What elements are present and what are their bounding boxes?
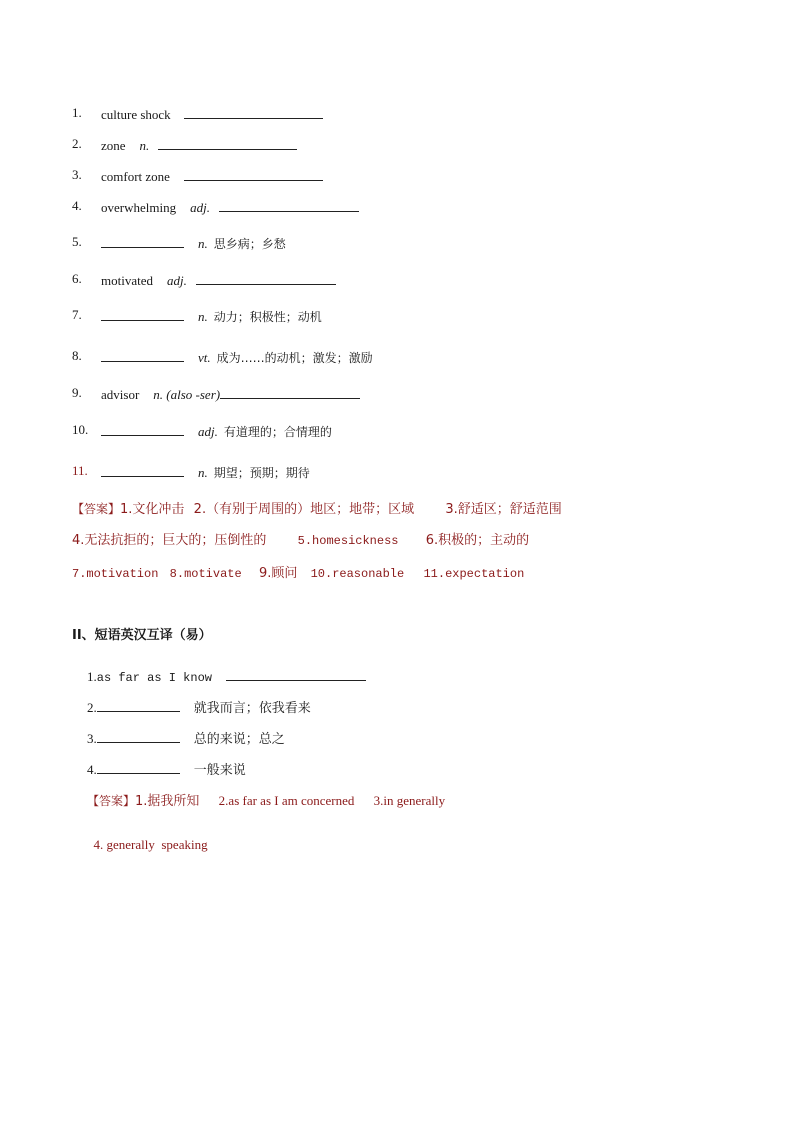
answer-blank[interactable] <box>158 136 297 150</box>
meaning: 成为……的动机；激发；激励 <box>216 351 373 365</box>
part-of-speech: vt. <box>198 350 211 365</box>
answer-line-1 <box>72 498 562 517</box>
item-number: 8. <box>72 348 82 363</box>
part-of-speech: n. (also -ser) <box>153 387 221 402</box>
answer-text: 4. generally speaking <box>93 837 208 852</box>
phrase-answer-line-1 <box>87 790 445 809</box>
answer-blank[interactable] <box>101 234 184 248</box>
part-of-speech: n. <box>198 309 208 324</box>
item-number: 2. <box>87 700 97 715</box>
item-number: 1. <box>72 105 82 120</box>
meaning: 期望；预期；期待 <box>213 466 310 480</box>
answer-text: 8.motivate <box>169 567 242 581</box>
phrase-text: as far as I know <box>96 671 212 685</box>
answer-blank[interactable] <box>97 729 180 743</box>
item-number: 7. <box>72 307 82 322</box>
term: comfort zone <box>101 169 170 184</box>
phrase-item-1 <box>87 667 366 685</box>
answer-text: 9.顾问 <box>258 566 298 581</box>
section-title: II、短语英汉互译（易） <box>72 628 212 643</box>
item-number: 4. <box>87 762 97 777</box>
answer-label: 【答案】 <box>87 794 136 808</box>
item-number: 3. <box>72 167 82 182</box>
answer-text: 4.无法抗拒的；巨大的；压倒性的 <box>72 533 267 548</box>
part-of-speech: n. <box>198 236 208 251</box>
answer-text: 2.（有别于周围的）地区；地带；区域 <box>193 502 415 517</box>
meaning: 思乡病；乡愁 <box>213 237 286 251</box>
part-of-speech: adj. <box>190 200 210 215</box>
answer-text: 1.据我所知 <box>135 794 200 809</box>
answer-text: 7.motivation <box>72 567 159 581</box>
answer-blank[interactable] <box>196 271 336 285</box>
term: culture shock <box>101 107 171 122</box>
item-number: 4. <box>72 198 82 213</box>
answer-text: 6.积极的；主动的 <box>425 533 530 548</box>
part-of-speech: adj. <box>167 273 187 288</box>
answer-line-2 <box>72 529 529 548</box>
answer-blank[interactable] <box>101 463 184 477</box>
item-number: 2. <box>72 136 82 151</box>
item-number: 11. <box>72 463 88 478</box>
answer-blank[interactable] <box>97 698 180 712</box>
answer-blank[interactable] <box>101 307 184 321</box>
answer-label: 【答案】 <box>72 502 121 516</box>
item-number: 3. <box>87 731 97 746</box>
phrase-text: 总的来说；总之 <box>193 732 285 747</box>
meaning: 动力；积极性；动机 <box>213 310 322 324</box>
term: motivated <box>101 273 153 288</box>
answer-blank[interactable] <box>226 667 366 681</box>
part-of-speech: n. <box>198 465 208 480</box>
answer-blank[interactable] <box>101 348 184 362</box>
item-number: 9. <box>72 385 82 400</box>
answer-text: 2.as far as I am concerned <box>218 793 355 808</box>
item-number: 10. <box>72 422 89 437</box>
item-number: 1. <box>87 669 97 684</box>
term: zone <box>101 138 126 153</box>
answer-blank[interactable] <box>184 105 323 119</box>
part-of-speech: n. <box>139 138 150 153</box>
answer-text: 10.reasonable <box>310 567 405 581</box>
answer-text: 3.舒适区；舒适范围 <box>445 502 562 517</box>
answer-text: 1.文化冲击 <box>120 502 185 517</box>
item-number: 6. <box>72 271 82 286</box>
answer-blank[interactable] <box>97 760 180 774</box>
item-number: 5. <box>72 234 82 249</box>
answer-line-3 <box>72 562 524 581</box>
answer-text: 5.homesickness <box>297 534 399 548</box>
phrase-text: 就我而言；依我看来 <box>193 701 311 716</box>
phrase-item-2 <box>87 697 311 716</box>
term: overwhelming <box>101 200 177 215</box>
answer-text: 3.in generally <box>373 793 446 808</box>
phrase-item-4 <box>87 759 246 778</box>
answer-text: 11.expectation <box>423 567 525 581</box>
phrase-item-3 <box>87 728 285 747</box>
phrase-answer-line-2 <box>87 821 208 853</box>
answer-blank[interactable] <box>101 422 184 436</box>
part-of-speech: adj. <box>198 424 218 439</box>
answer-blank[interactable] <box>184 167 323 181</box>
answer-blank[interactable] <box>220 385 360 399</box>
term: advisor <box>101 387 140 402</box>
meaning: 有道理的；合情理的 <box>223 425 332 439</box>
answer-blank[interactable] <box>219 198 359 212</box>
phrase-text: 一般来说 <box>193 763 246 778</box>
